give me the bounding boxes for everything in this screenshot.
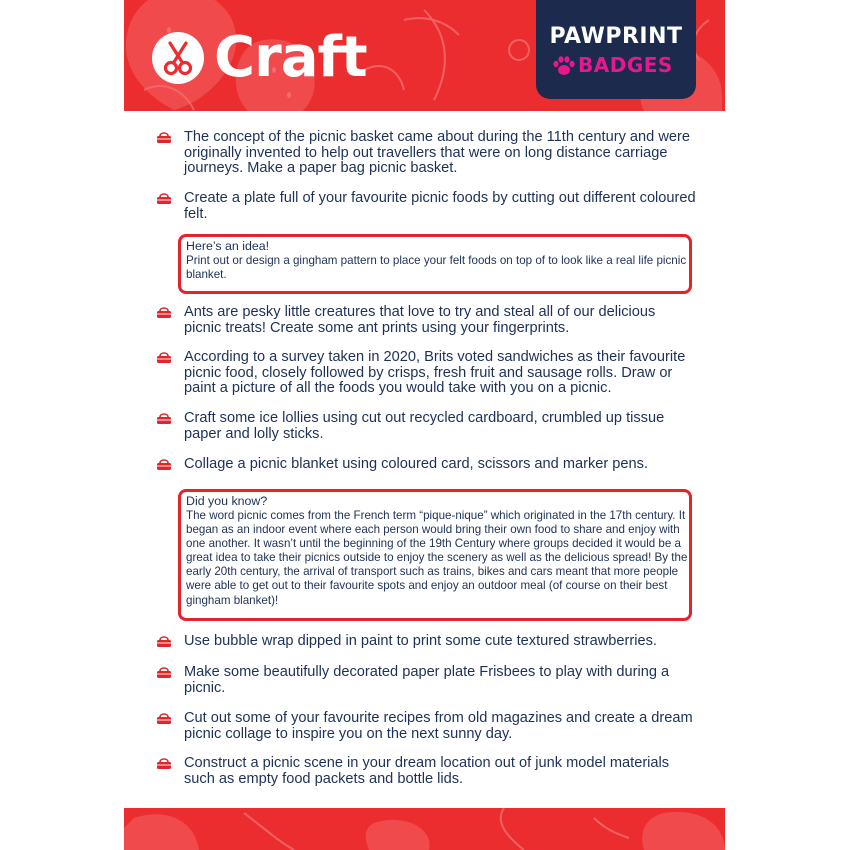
- picnic-basket-icon: [156, 758, 172, 770]
- did-you-know-box: [178, 489, 692, 621]
- logo-text-line1: PAWPRINT: [549, 24, 683, 49]
- picnic-basket-icon: [156, 352, 172, 364]
- picnic-basket-icon: [156, 307, 172, 319]
- picnic-basket-icon: [156, 459, 172, 471]
- did-you-know-title: Did you know?: [186, 494, 268, 508]
- idea-box-body: Print out or design a gingham pattern to place your felt foods on top of to look like a real life picnic blanket.: [186, 254, 687, 282]
- picnic-basket-icon: [156, 132, 172, 144]
- picnic-basket-icon: [156, 636, 172, 648]
- idea-box: [178, 234, 692, 294]
- picnic-basket-icon: [156, 713, 172, 725]
- activity-list: The concept of the picnic basket came about during the 11th century and were originally invented to help out travellers that were on long distance carriage journeys. Make a paper bag picnic basket. Create a plate full of your favourite picnic foods by cutting out different coloured felt. Here’s an idea! Print out or design a gingham pattern to place your felt foods on top of to look like a real life picnic blanket. Ants are pesky little creatures that love to try and steal all of our delicious picnic treats! Create some ant prints using your fingerprints. According to a survey taken in 2020, Brits voted sandwiches as their favourite picnic food, closely followed by crisps, fresh fruit and sausage rolls. Draw or paint a picture of all the foods you would take with you on a picnic. Craft some ice lollies using cut out recycled cardboard, crumbled up tissue paper and lolly sticks. Collage a picnic blanket using coloured card, scissors and marker pens. Did you know? The word picnic comes from the French term “pique-nique” which originated in the 17th century. It began as an indoor event where each person would bring their own food to share and enjoy with one another. It wasn’t until the beginning of the 19th Century where groups decided it would be a great idea to take their picnics outside to enjoy the scenery as well as the delicious spread! By the early 20th century, the arrival of transport such as trains, bikes and cars meant that more people were able to get out to their favourite spots and enjoy an outdoor meal (of course on their best gingham blanket)! Use bubble wrap dipped in paint to print some cute textured strawberries. Make some beautifully decorated paper plate Frisbees to play with during a picnic. Cut out some of your favourite recipes from old magazines and create a dream picnic collage to inspire you on the next sunny day. Construct a picnic scene in your dream location out of junk model materials such as empty food packets and bottle lids.: [124, 0, 725, 850]
- footer-banner: [124, 808, 725, 850]
- craft-page: [124, 0, 725, 850]
- strawberry-pattern-decoration: [124, 808, 725, 850]
- picnic-basket-icon: [156, 193, 172, 205]
- logo-text-line2: BADGES: [578, 53, 673, 77]
- page-title: Craft: [214, 25, 367, 90]
- picnic-basket-icon: [156, 413, 172, 425]
- idea-box-title: Here’s an idea!: [186, 239, 270, 253]
- picnic-basket-icon: [156, 667, 172, 679]
- did-you-know-body: The word picnic comes from the French term “pique-nique” which originated in the 17th century. It began as an indoor event where each person would bring their own food to share and enjoy with one another. It wasn’t until the beginning of the 19th Century where groups decided it would be a great idea to take their picnics outside to enjoy the scenery as well as the delicious spread! By the early 20th century, the arrival of transport such as trains, bikes and cars meant that more people were able to get out to their favourite spots and enjoy an outdoor meal (of course on their best gingham blanket)!: [186, 509, 688, 607]
